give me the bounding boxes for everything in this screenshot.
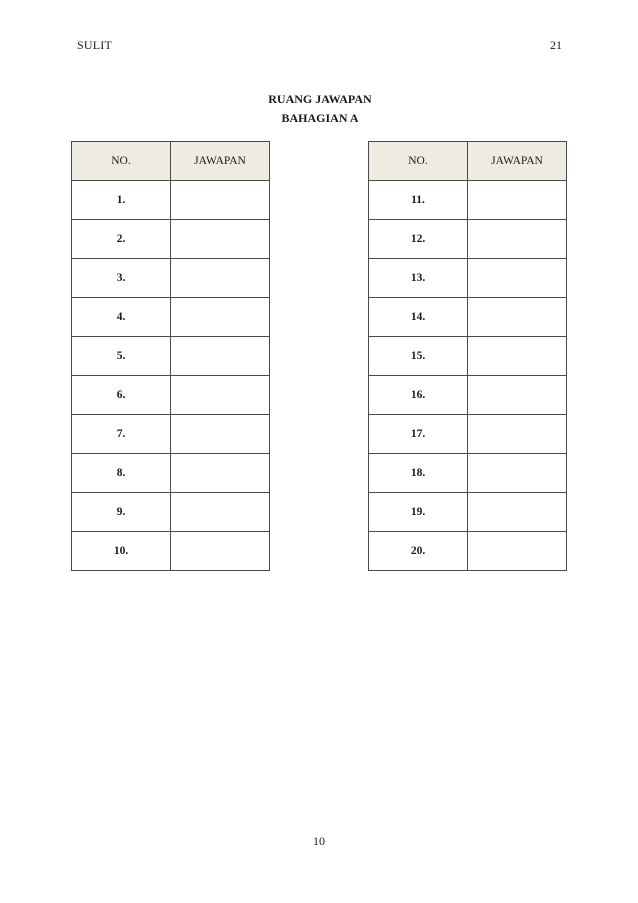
- title-line-1: RUANG JAWAPAN: [268, 92, 372, 106]
- answer-cell[interactable]: [468, 337, 567, 376]
- question-number: 18.: [369, 454, 468, 493]
- question-number: 14.: [369, 298, 468, 337]
- table-row: [72, 376, 270, 415]
- table-row: [369, 415, 567, 454]
- question-number: 19.: [369, 493, 468, 532]
- question-number: 12.: [369, 220, 468, 259]
- answer-table-left: [71, 141, 270, 571]
- table-row: [72, 259, 270, 298]
- title-line-2: BAHAGIAN A: [281, 111, 359, 125]
- table-row: [72, 415, 270, 454]
- header-classification: SULIT: [77, 38, 112, 52]
- table-row: [72, 454, 270, 493]
- question-number: 4.: [72, 298, 171, 337]
- table-header-row: [72, 142, 270, 181]
- answer-cell[interactable]: [171, 493, 270, 532]
- footer-page-number: 10: [313, 834, 325, 848]
- table-row: [369, 454, 567, 493]
- answer-cell[interactable]: [171, 259, 270, 298]
- answer-cell[interactable]: [171, 298, 270, 337]
- table-row: [369, 181, 567, 220]
- answer-cell[interactable]: [171, 220, 270, 259]
- question-number: 20.: [369, 532, 468, 571]
- question-number: 2.: [72, 220, 171, 259]
- answer-cell[interactable]: [171, 337, 270, 376]
- question-number: 16.: [369, 376, 468, 415]
- answer-cell[interactable]: [171, 181, 270, 220]
- question-number: 5.: [72, 337, 171, 376]
- answer-cell[interactable]: [171, 532, 270, 571]
- page-title: [0, 90, 638, 128]
- table-row: [72, 532, 270, 571]
- table-row: [369, 337, 567, 376]
- question-number: 8.: [72, 454, 171, 493]
- table-row: [369, 376, 567, 415]
- answer-cell[interactable]: [468, 493, 567, 532]
- answer-cell[interactable]: [468, 376, 567, 415]
- table-row: [369, 220, 567, 259]
- question-number: 15.: [369, 337, 468, 376]
- table-row: [72, 220, 270, 259]
- column-header-no: NO.: [369, 142, 468, 181]
- header-page-number: 21: [550, 38, 562, 52]
- table-row: [369, 493, 567, 532]
- table-row: [72, 337, 270, 376]
- question-number: 6.: [72, 376, 171, 415]
- question-number: 10.: [72, 532, 171, 571]
- answer-cell[interactable]: [171, 454, 270, 493]
- answer-cell[interactable]: [468, 181, 567, 220]
- table-header-row: [369, 142, 567, 181]
- column-header-no: NO.: [72, 142, 171, 181]
- column-header-answer: JAWAPAN: [171, 142, 270, 181]
- table-row: [72, 298, 270, 337]
- table-row: [369, 532, 567, 571]
- question-number: 13.: [369, 259, 468, 298]
- answer-cell[interactable]: [468, 415, 567, 454]
- question-number: 1.: [72, 181, 171, 220]
- question-number: 11.: [369, 181, 468, 220]
- table-row: [72, 181, 270, 220]
- answer-cell[interactable]: [468, 220, 567, 259]
- column-header-answer: JAWAPAN: [468, 142, 567, 181]
- table-row: [72, 493, 270, 532]
- answer-cell[interactable]: [468, 454, 567, 493]
- answer-cell[interactable]: [468, 298, 567, 337]
- answer-cell[interactable]: [468, 259, 567, 298]
- table-row: [369, 298, 567, 337]
- answer-cell[interactable]: [171, 415, 270, 454]
- question-number: 17.: [369, 415, 468, 454]
- question-number: 9.: [72, 493, 171, 532]
- answer-cell[interactable]: [468, 532, 567, 571]
- question-number: 3.: [72, 259, 171, 298]
- table-row: [369, 259, 567, 298]
- answer-table-right: [368, 141, 567, 571]
- answer-cell[interactable]: [171, 376, 270, 415]
- question-number: 7.: [72, 415, 171, 454]
